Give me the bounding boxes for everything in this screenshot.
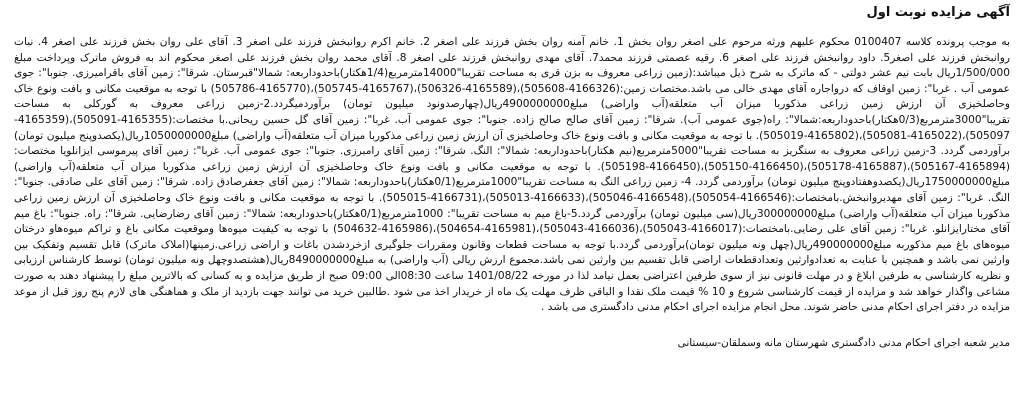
- notice-body: به موجب پرونده کلاسه 0100407 محکوم علیهم ورثه مرحوم علی اصغر روان بخش 1. خانم آمنه روان بخش فرزند علی اصغر 2. خانم اکرم روانبخش فرزند علی اصغر 3. آقای علی روان بخش فرزند علی اصغر 4. نبات روانبخش فرزند علی اصغر5. داود روانبخش فرزند علی اصغر 6. رقیه عصمتی فرزند محمد7. آقای مهدی روانبخش فرزند علی اصغر 8. آقای محمد روان بخش فرزند علی اصغر محکوم اند به فروش ماترک وپرداخت مبلغ 1/500/000ریال بابت نیم عشر دولتی - که ماترک به شرح ذیل میباشد:(زمین زراعی معروف به بزن قری به مساحت تقریبا"14000مترمربع(1/4هکتار)باحدوداربعه: شمالا"قبرستان. شرقا": زمین آقای باقرامیرزی. جنوبا": جوی عمومی آب . غربا": زمین اوقاف که درواجاره آقای مهدی خالی می باشد.مختصات زمین:(4166326-505608)،(4165589-506326)،(4165767-505745)،(4165770-505786) با توجه به موقعیت مکانی و بافت ونوع خاک وحاصلخیزی آن ارزش زمین زراعی مذکوربا میزان آب متعلقه(آب واراضی) مبلغ4900000000ریال(چهارصدونود میلیون تومان) برآوردمیگردد.2-زمین زراعی معروف به گورکلی به مساحت تقریبا"3000مترمربع(0/3هکتار)باحدوداربعه:شمالا": راه(جوی عمومی آب). شرقا": زمین آقای صالح صالح زاده. جنوبا": جوی عمومی آب. غربا": زمین آقای گل حسین ریحانی.با مختصات:(4165355-505091)،(4165359-505097)،(4165022-505081)،(4165802-505019). با توجه به موقعیت مکانی و بافت ونوع خاک وحاصلخیزی آن ارزش زمین زراعی مذکوربا میزان آب متعلقه(آب واراضی) مبلغ1050000000ریال(یکصدوپنج میلیون تومان) برآوردمی گردد. 3-زمین زراعی معروف به سنگریز به مساحت تقریبا"5000مترمربع(نیم هکتار)باحدوداربعه: شمالا": النگ. شرقا": زمین آقای رامبرزی. جنوبا": جوی عمومی آب. غربا": زمین آقای پیرموسی ایزانلویا مختصات:(4165894-505167)،(4165887-505178)،(4166450-505150)،(4166450-505198). با توجه به موقعیت مکانی و بافت ونوع خاک وحاصلخیزی آن ارزش زمین زراعی مذکوربا میزان آب متعلقه(آب واراضی) مبلغ1750000000ریال(یکصدوهفتادوپنج میلیون تومان) برآوردمی گردد. 4- زمین زراعی النگ به مساحت تقریبا"1000مترمربع(0/1هکتار)باحدوداربعه: شمالا": زمین آقای جعفرصادق زاده. شرقا": زمین آقای علی صادقی. جنوبا": النگ. غربا": زمین آقای مهدیروانبخش.بامختصات:(4166546-505054)،(4166548-505046)،(4166633-505013)،(4166731-505015). با توجه به موقعیت مکانی و بافت ونوع خاک وحاصلخیزی آن ارزش زمین زراعی مذکوربا میزان آب متعلقه(آب واراضی) مبلغ300000000ریال(سی میلیون تومان) برآوردمی گردد.5-باغ میم به مساحت تقریبا": 1000مترمربع(0/1هکتار)باحدوداربعه: شمالا": زمین آقای رضارضایی. شرقا": راه. جنوبا": باغ میم آقای مختارایزانلو. غربا": زمین آقای علی رضایی.بامختصات:(4166017-505043)،(4166036-505043)،(4165981-504654)،(4165986-504632) با توجه به کیفیت میوه‌ها وموقعیت مکانی باغ و تراکم میوه‌هاو درختان میوه‌های باغ میم مذکوربه مبلغ490000000ریال(چهل ونه میلیون تومان)برآوردمی گردد.با توجه به مساحت قطعات وقانون ومقررات جلوگیری ازخردشدن باغات و اراضی زراعی.زمینها(املاک ماترک) قابل تقسیم وتفکیک بین وارثین نمی باشد و همچنین با عنایت به تعدادوارثین وتعدادقطعات اراضی قابل تقسیم بین وارثین نمی باشد.مجموع ارزش ریالی (آب واراضی) به مبلغ8490000000ریال(هشتصدوچهل ونه میلیون تومان) توسط کارشناس ارزیابی و نظریه کارشناسی به طرفین ابلاغ و در مهلت قانونی نیز از سوی طرفین اعتراضی بعمل نیامد لذا در مورخه 1401/08/22 ساعت 08:30الی 09:00 صبح از طریق مزایده و به کسانی که بالاترین مبلغ را پیشنهاد دهند به صورت مشاعی واگذار خواهد شد و مزایده از قیمت کارشناسی شروع و 10 % قیمت ملک نقدا و الباقی ظرف مهلت یک ماه از خریدار اخذ می شود .طالبین خرید می توانند جهت بازدید از ملک و هماهنگی های لازم پنج روز قبل از موعد مزایده در دفتر اجرای احکام مدنی حاضر شوند. محل انجام مزایده اجرای احکام مدنی دادگستری می باشد .: [14, 36, 1011, 314]
- notice-signature: مدیر شعبه اجرای احکام مدنی دادگستری شهرستان مانه وسملقان-سیستانی: [677, 336, 1010, 349]
- auction-notice: [14, 4, 1010, 406]
- notice-title: آگهی مزایده نوبت اول: [866, 5, 1010, 20]
